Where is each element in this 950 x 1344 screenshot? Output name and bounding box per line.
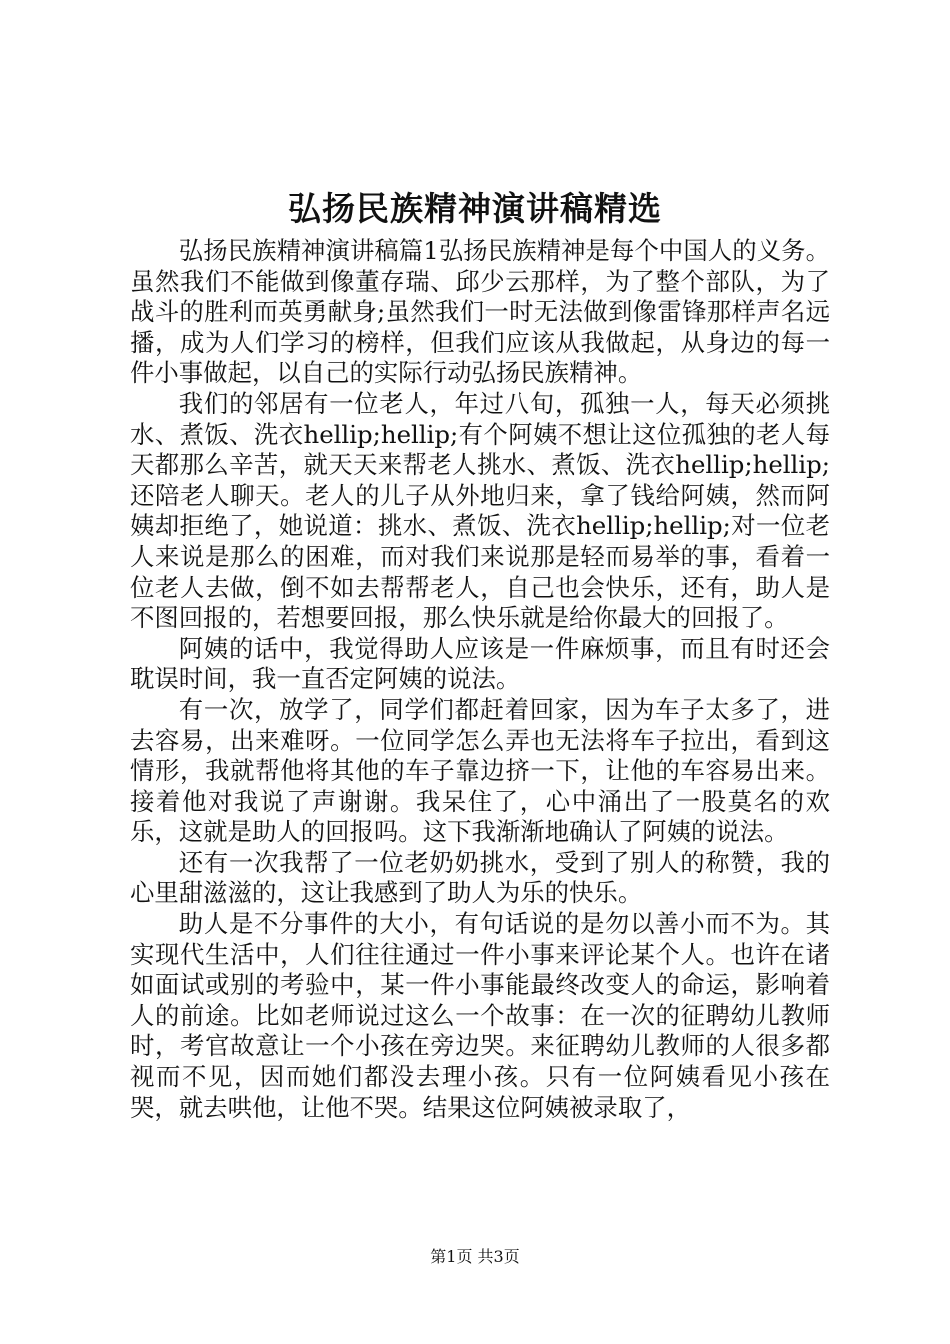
paragraph: 助人是不分事件的大小，有句话说的是勿以善小而不为。其实现代生活中，人们往往通过一件小事来评论某个人。也许在诸如面试或别的考验中，某一件小事能最终改变人的命运，影响着人的前途。比如老师说过这么一个故事：在一次的征聘幼儿教师时，考官故意让一个小孩在旁边哭。来征聘幼儿教师的人很多都视而不见，因而她们都没去理小孩。只有一位阿姨看见小孩在哭，就去哄他，让他不哭。结果这位阿姨被录取了，: [130, 909, 830, 1122]
page-number-footer: 第1页 共3页: [430, 1247, 520, 1266]
document-body: [130, 236, 830, 1123]
paragraph: 还有一次我帮了一位老奶奶挑水，受到了别人的称赞，我的心里甜滋滋的，这让我感到了助人为乐的快乐。: [130, 847, 830, 908]
paragraph: 有一次，放学了，同学们都赶着回家，因为车子太多了，进去容易，出来难呀。一位同学怎么弄也无法将车子拉出，看到这情形，我就帮他将其他的车子靠边挤一下，让他的车容易出来。接着他对我说了声谢谢。我呆住了，心中涌出了一股莫名的欢乐，这就是助人的回报吗。这下我渐渐地确认了阿姨的说法。: [130, 694, 830, 847]
page-title: 弘扬民族精神演讲稿精选: [288, 189, 662, 228]
paragraph: 弘扬民族精神演讲稿篇1弘扬民族精神是每个中国人的义务。虽然我们不能做到像董存瑞、邱少云那样，为了整个部队，为了战斗的胜利而英勇献身;虽然我们一时无法做到像雷锋那样声名远播，成为人们学习的榜样，但我们应该从我做起，从身边的每一件小事做起，以自己的实际行动弘扬民族精神。: [130, 236, 830, 388]
paragraph: 阿姨的话中，我觉得助人应该是一件麻烦事，而且有时还会耽误时间，我一直否定阿姨的说法。: [130, 633, 830, 694]
paragraph: 我们的邻居有一位老人，年过八旬，孤独一人，每天必须挑水、煮饭、洗衣hellip;hellip;有个阿姨不想让这位孤独的老人每天都那么辛苦，就天天来帮老人挑水、煮饭、洗衣hellip;hellip;还陪老人聊天。老人的儿子从外地归来，拿了钱给阿姨，然而阿姨却拒绝了，她说道：挑水、煮饭、洗衣hellip;hellip;对一位老人来说是那么的困难，而对我们来说那是轻而易举的事，看着一位老人去做，倒不如去帮帮老人，自己也会快乐，还有，助人是不图回报的，若想要回报，那么快乐就是给你最大的回报了。: [130, 388, 830, 633]
